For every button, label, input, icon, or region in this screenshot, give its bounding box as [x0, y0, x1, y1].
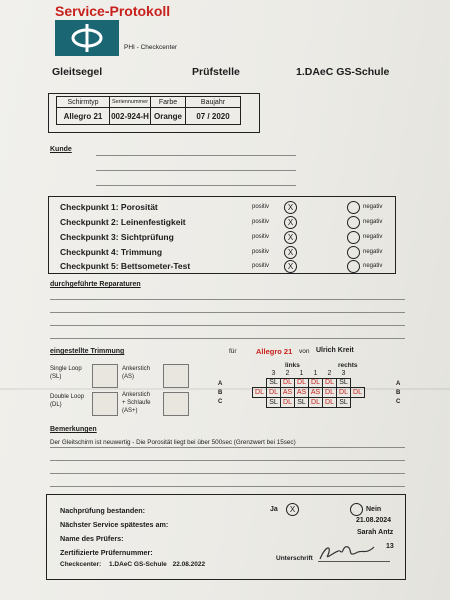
phi-icon — [55, 20, 119, 56]
repairs-label: durchgeführte Reparaturen — [50, 281, 141, 288]
trim-a-cell: DL — [323, 378, 337, 388]
col-header-year: Baujahr — [186, 97, 241, 108]
customer-line-3 — [96, 185, 296, 186]
checkcenter-label: Checkcenter: — [60, 561, 102, 568]
trim-a-cell: DL — [281, 378, 295, 388]
trim-b-cell: AS — [309, 388, 323, 398]
checkpoint-3-negative-checkbox[interactable] — [347, 231, 360, 244]
trim-a-cell: SL — [267, 378, 281, 388]
row-letter-a-right: A — [396, 381, 401, 387]
nein-label: Nein — [366, 506, 382, 513]
heading-school: 1.DAeC GS-Schule — [296, 66, 390, 78]
double-loop-icon — [92, 392, 118, 416]
value-color: Orange — [151, 108, 186, 125]
remarks-label: Bemerkungen — [50, 426, 97, 433]
ja-label: Ja — [270, 506, 278, 513]
col-right-2: 2 — [327, 370, 332, 378]
trim-b-cell: AS — [295, 388, 309, 398]
passed-yes-checkbox[interactable]: X — [286, 503, 299, 516]
remarks-line-2 — [50, 460, 405, 461]
phi-logo — [55, 20, 119, 56]
glider-info-table — [56, 96, 241, 125]
trim-a-cell: DL — [295, 378, 309, 388]
trim-b-cell: AS — [281, 388, 295, 398]
repairs-line-2 — [50, 312, 405, 313]
row-letter-a: A — [218, 381, 223, 387]
trim-table — [252, 370, 365, 408]
col-left-3: 3 — [271, 370, 276, 378]
checkpoint-2-positive-checkbox[interactable]: X — [284, 216, 297, 229]
ankerstich-icon — [163, 364, 189, 388]
value-serial: 002-924-H — [110, 108, 151, 125]
checkpoint-2-label: Checkpunkt 2: Leinenfestigkeit — [60, 217, 186, 227]
col-header-serial: Seriennummer — [110, 97, 151, 108]
checkpoint-2-negative-checkbox[interactable] — [347, 216, 360, 229]
value-type: Allegro 21 — [57, 108, 110, 125]
checkpoint-1-positive: positiv — [252, 204, 270, 210]
checkpoint-4-label: Checkpunkt 4: Trimmung — [60, 247, 163, 257]
trim-label: eingestellte Trimmung — [50, 348, 125, 355]
single-loop-icon — [92, 364, 118, 388]
row-letter-b-right: B — [396, 390, 401, 396]
trim-for-label: für — [229, 348, 237, 355]
paper-fold — [0, 388, 450, 390]
checkpoint-4-positive-checkbox[interactable]: X — [284, 246, 297, 259]
next-service-date: 21.08.2024 — [356, 517, 392, 524]
checkpoint-4-negative: negativ — [363, 249, 383, 255]
signature-label: Unterschrift — [276, 555, 313, 562]
trim-from-label: von — [299, 348, 310, 355]
customer-label: Kunde — [50, 146, 72, 153]
trim-model: Allegro 21 — [256, 347, 293, 356]
trim-a-cell: SL — [337, 378, 351, 388]
checkpoint-2-negative: negativ — [363, 219, 383, 225]
ankerstich-label: Ankerstich (AS) — [122, 366, 151, 380]
trim-row-letters-left — [218, 380, 222, 407]
trim-b-outer-right: DL — [351, 388, 365, 398]
heading-glider: Gleitsegel — [52, 66, 103, 78]
trim-right-label: rechts — [338, 362, 358, 369]
ankerstich-schlaufe-label: Ankerstich + Schlaufe (AS+) — [122, 392, 151, 414]
trim-b-cell: DL — [337, 388, 351, 398]
checkpoint-5-positive-checkbox[interactable]: X — [284, 260, 297, 273]
trim-c-cell: DL — [281, 398, 295, 408]
company-name: PHI - Checkcenter — [124, 44, 178, 51]
checkpoint-5-negative-checkbox[interactable] — [347, 260, 360, 273]
remarks-line-3 — [50, 473, 405, 474]
trim-c-cell: DL — [309, 398, 323, 408]
trim-c-cell: SL — [295, 398, 309, 408]
trim-c-cell: SL — [267, 398, 281, 408]
page-title: Service-Protokoll — [55, 3, 171, 19]
trim-b-outer-left: DL — [253, 388, 267, 398]
value-year: 07 / 2020 — [186, 108, 241, 125]
passed-label: Nachprüfung bestanden: — [60, 506, 146, 515]
ankerstich-schlaufe-icon — [163, 392, 189, 416]
customer-line-1 — [96, 155, 296, 156]
trim-person: Ulrich Kreit — [316, 347, 354, 354]
trim-b-cell: DL — [323, 388, 337, 398]
trim-c-cell: DL — [323, 398, 337, 408]
col-left-2: 2 — [285, 370, 290, 378]
checkcenter-row — [60, 561, 205, 568]
heading-test-center: Prüfstelle — [192, 66, 240, 78]
checkpoint-5-label: Checkpunkt 5: Bettsometer-Test — [60, 261, 191, 271]
single-loop-label: Single Loop (SL) — [50, 366, 82, 380]
trim-a-cell: DL — [309, 378, 323, 388]
checkpoint-3-negative: negativ — [363, 234, 383, 240]
examiner-name: Sarah Antz — [357, 529, 394, 536]
remarks-text: Der Gleitschirm ist neuwertig - Die Porosität liegt bei über 500sec (Grenzwert bei 15sec) — [50, 439, 296, 446]
checkpoint-1-negative: negativ — [363, 204, 383, 210]
repairs-line-1 — [50, 299, 405, 300]
col-right-1: 1 — [313, 370, 318, 378]
checkcenter-value: 1.DAeC GS-Schule — [109, 561, 167, 568]
trim-left-label: links — [285, 362, 300, 369]
checkpoint-1-negative-checkbox[interactable] — [347, 201, 360, 214]
certified-label: Zertifizierte Prüfernummer: — [60, 548, 153, 557]
double-loop-label: Double Loop (DL) — [50, 394, 85, 408]
row-letter-c: C — [218, 399, 223, 405]
passed-no-checkbox[interactable] — [350, 503, 363, 516]
trim-b-cell: DL — [267, 388, 281, 398]
remarks-line-4 — [50, 486, 405, 487]
col-left-1: 1 — [299, 370, 304, 378]
next-service-label: Nächster Service spätestes am: — [60, 520, 169, 529]
remarks-line-1 — [50, 447, 405, 448]
checkpoint-5-positive: positiv — [252, 263, 270, 269]
checkpoint-1-label: Checkpunkt 1: Porosität — [60, 202, 158, 212]
col-header-color: Farbe — [151, 97, 186, 108]
checkpoint-1-positive-checkbox[interactable]: X — [284, 201, 297, 214]
checkpoint-3-label: Checkpunkt 3: Sichtprüfung — [60, 232, 174, 242]
trim-c-cell: SL — [337, 398, 351, 408]
checkpoint-4-negative-checkbox[interactable] — [347, 246, 360, 259]
repairs-line-4 — [50, 338, 405, 339]
examiner-label: Name des Prüfers: — [60, 534, 124, 543]
col-right-3: 3 — [341, 370, 346, 378]
trim-row-letters-right — [396, 380, 400, 407]
checkpoint-3-positive: positiv — [252, 234, 270, 240]
row-letter-c-right: C — [396, 399, 401, 405]
customer-line-2 — [96, 170, 296, 171]
checkcenter-date: 22.08.2022 — [172, 561, 206, 568]
repairs-line-3 — [50, 325, 405, 326]
certified-number: 13 — [386, 543, 394, 550]
col-header-type: Schirmtyp — [57, 97, 110, 108]
checkpoint-2-positive: positiv — [252, 219, 270, 225]
checkpoint-5-negative: negativ — [363, 263, 383, 269]
row-letter-b: B — [218, 390, 223, 396]
checkpoint-4-positive: positiv — [252, 249, 270, 255]
signature-scribble — [318, 541, 378, 563]
checkpoint-3-positive-checkbox[interactable]: X — [284, 231, 297, 244]
